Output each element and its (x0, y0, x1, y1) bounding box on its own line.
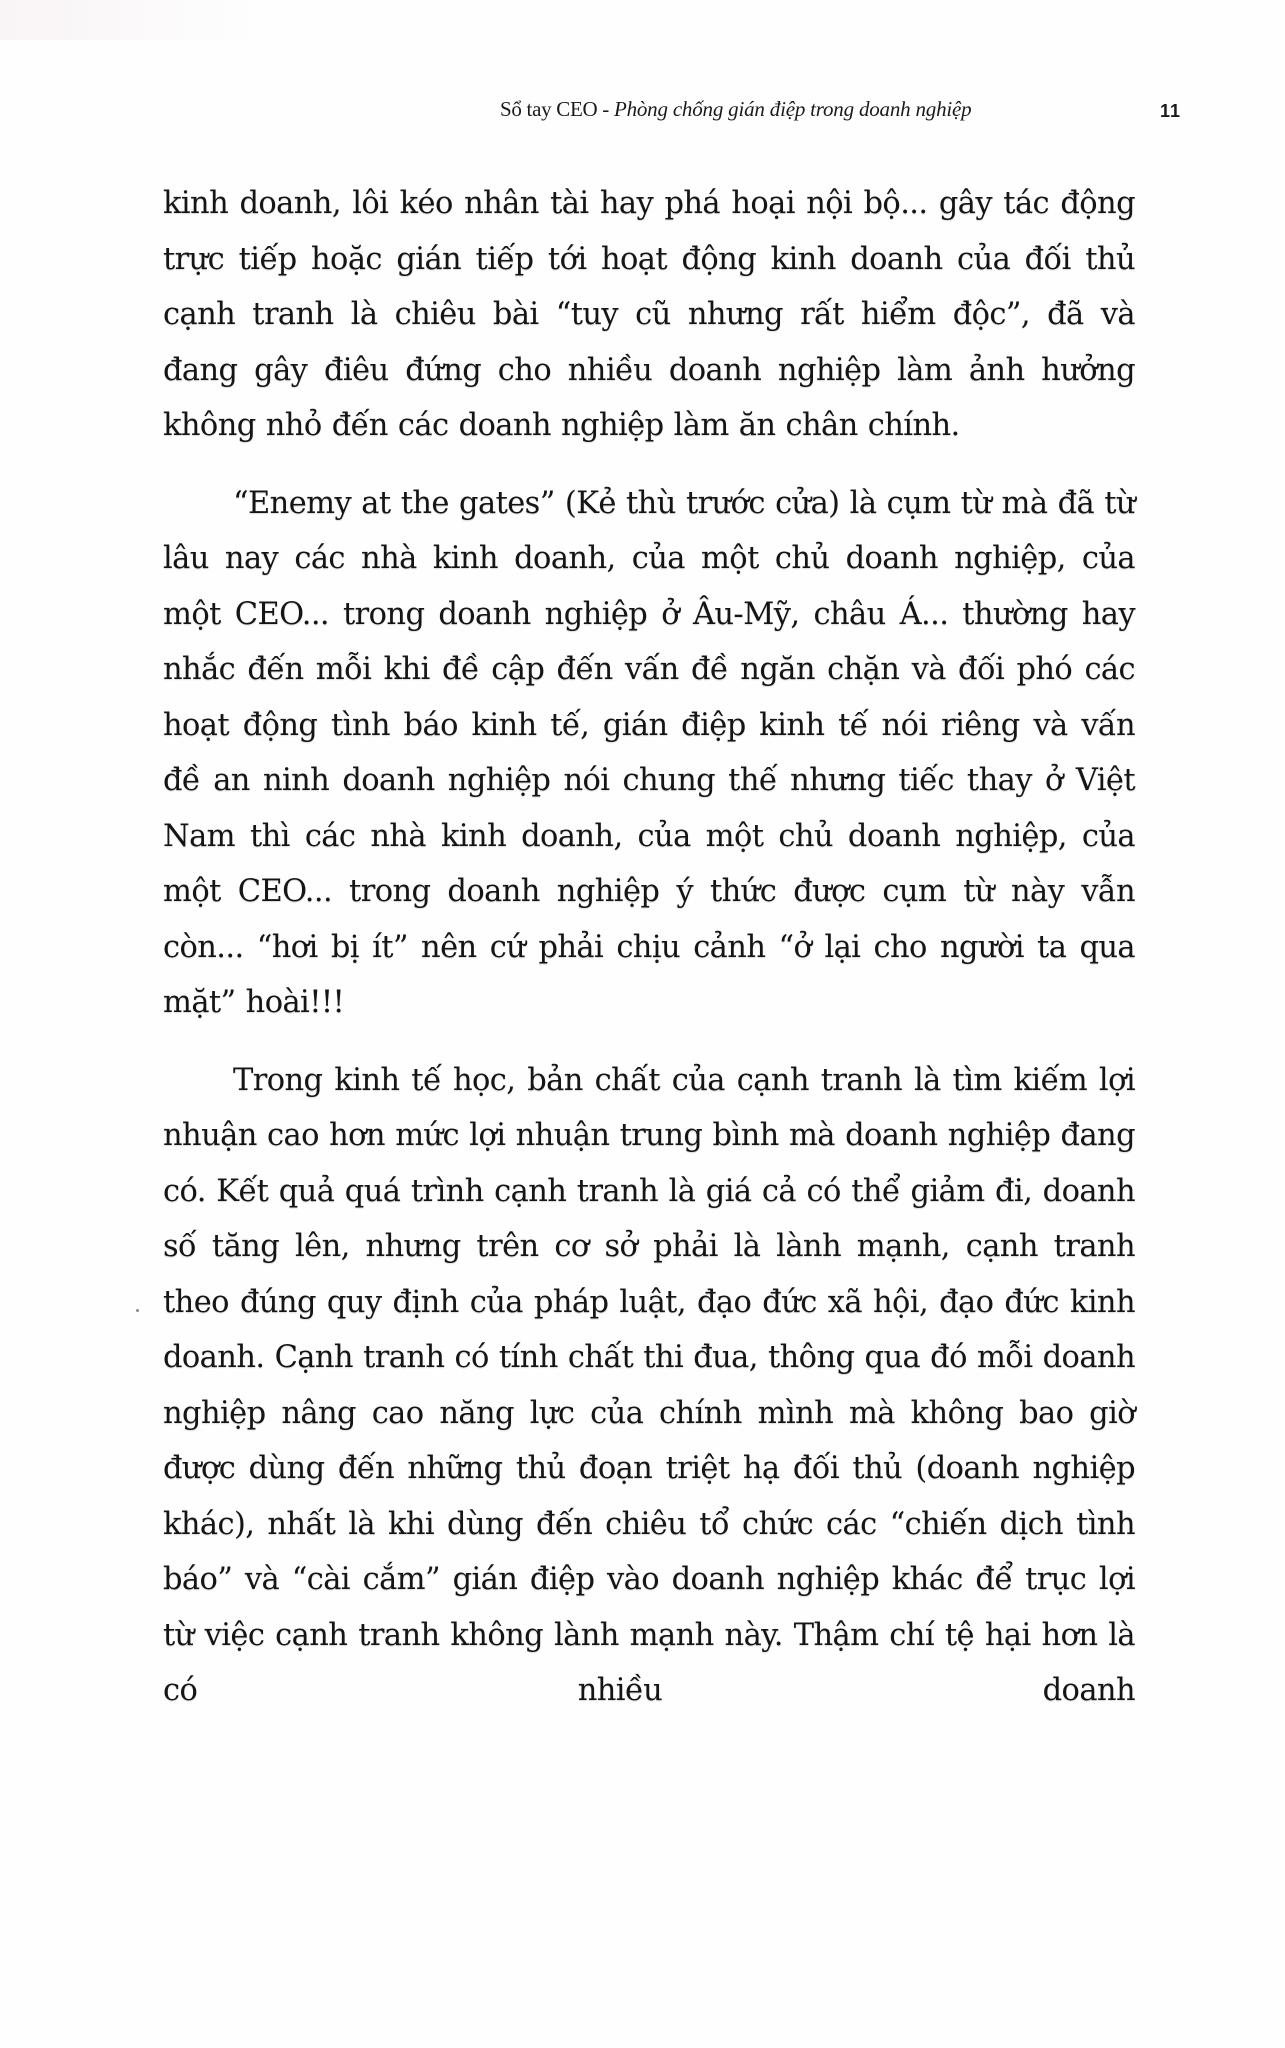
running-header (500, 95, 1190, 125)
series-name: Sổ tay CEO - (500, 97, 614, 121)
bleed-through-mark (0, 0, 260, 40)
print-speck (136, 1309, 139, 1312)
paragraph-1: kinh doanh, lôi kéo nhân tài hay phá hoại nội bộ... gây tác động trực tiếp hoặc gián tiếp tới hoạt động kinh doanh của đối thủ cạnh tranh là chiêu bài “tuy cũ nhưng rất hiểm độc”, đã và đang gây điêu đứng cho nhiều doanh nghiệp làm ảnh hưởng không nhỏ đến các doanh nghiệp làm ăn chân chính. (163, 186, 1135, 443)
book-title: Phòng chống gián điệp trong doanh nghiệp (613, 97, 972, 121)
paragraph-2: “Enemy at the gates” (Kẻ thù trước cửa) là cụm từ mà đã từ lâu nay các nhà kinh doanh, của một chủ doanh nghiệp, của một CEO... trong doanh nghiệp ở Âu-Mỹ, châu Á... thường hay nhắc đến mỗi khi đề cập đến vấn đề ngăn chặn và đối phó các hoạt động tình báo kinh tế, gián điệp kinh tế nói riêng và vấn đề an ninh doanh nghiệp nói chung thế nhưng tiếc thay ở Việt Nam thì các nhà kinh doanh, của một chủ doanh nghiệp, của một CEO... trong doanh nghiệp ý thức được cụm từ này vẫn còn... “hơi bị ít” nên cứ phải chịu cảnh “ở lại cho người ta qua mặt” hoài!!! (163, 485, 1135, 1020)
page-number: 11 (1160, 101, 1182, 121)
paragraph-3: Trong kinh tế học, bản chất của cạnh tranh là tìm kiếm lợi nhuận cao hơn mức lợi nhuận trung bình mà doanh nghiệp đang có. Kết quả quá trình cạnh tranh là giá cả có thể giảm đi, doanh số tăng lên, nhưng trên cơ sở phải là lành mạnh, cạnh tranh theo đúng quy định của pháp luật, đạo đức xã hội, đạo đức kinh doanh. Cạnh tranh có tính chất thi đua, thông qua đó mỗi doanh nghiệp nâng cao năng lực của chính mình mà không bao giờ được dùng đến những thủ đoạn triệt hạ đối thủ (doanh nghiệp khác), nhất là khi dùng đến chiêu tổ chức các “chiến dịch tình báo” và “cài cắm” gián điệp vào doanh nghiệp khác để trục lợi từ việc cạnh tranh không lành mạnh này. Thậm chí tệ hại hơn là có nhiều doanh (163, 1062, 1135, 1708)
body-text (163, 176, 1135, 1741)
